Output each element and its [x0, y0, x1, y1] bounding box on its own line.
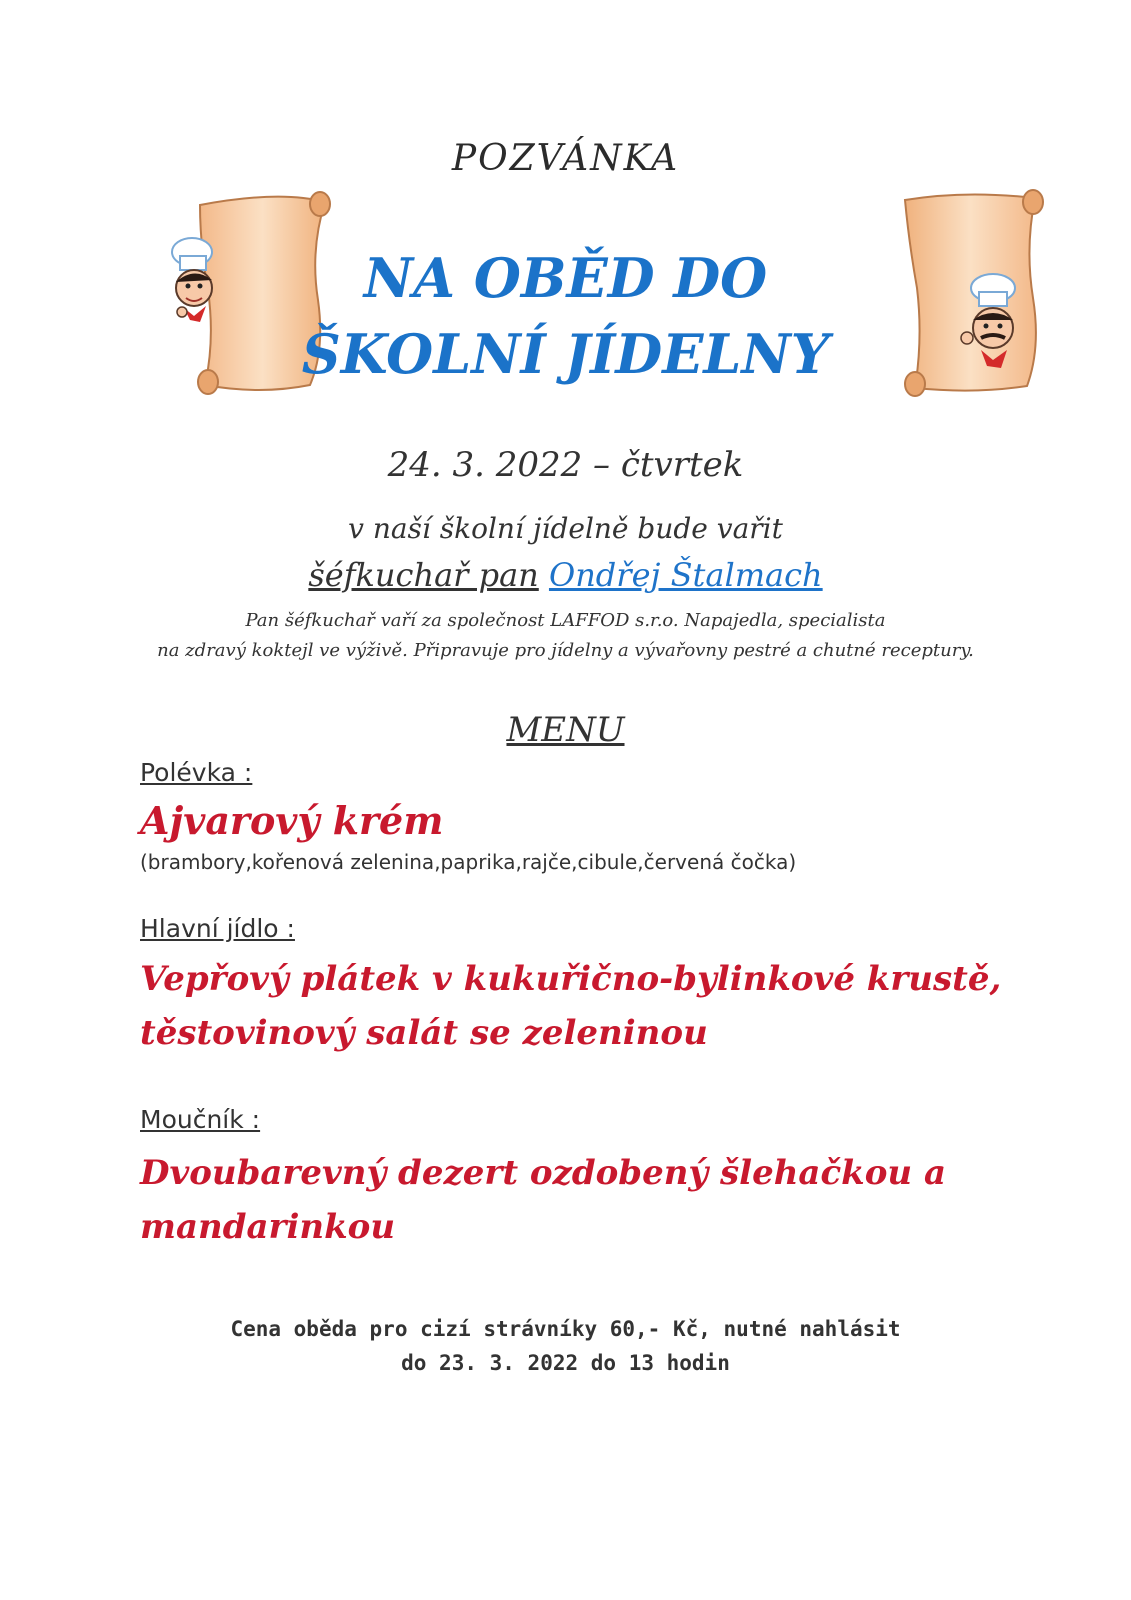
dessert-line-2: mandarinkou — [140, 1207, 396, 1247]
main-course-line-1: Vepřový plátek v kukuřično-bylinkové krustě, — [140, 959, 1002, 999]
price-line-2: do 23. 3. 2022 do 13 hodin — [401, 1351, 730, 1375]
chef-name: Ondřej Štalmach — [548, 556, 823, 594]
price-line-1: Cena oběda pro cizí strávníky 60,- Kč, nutné nahlásit — [230, 1317, 901, 1341]
main-course-name — [140, 952, 1040, 1060]
invitation-heading: POZVÁNKA — [451, 138, 680, 179]
headline-line-2: ŠKOLNÍ JÍDELNY — [301, 322, 830, 386]
main-course-line-2: těstovinový salát se zeleninou — [140, 1013, 708, 1053]
cook-intro: v naší školní jídelně bude vařit — [348, 512, 783, 545]
chef-label: šéfkuchař pan — [308, 556, 539, 594]
chef-line — [0, 556, 1131, 594]
dessert-label: Moučník : — [140, 1105, 261, 1134]
soup-ingredients: (brambory,kořenová zelenina,paprika,rajče,cibule,červená čočka) — [140, 850, 797, 874]
main-course-label: Hlavní jídlo : — [140, 914, 295, 943]
soup-name: Ajvarový krém — [140, 798, 444, 843]
headline-line-1: NA OBĚD DO — [363, 246, 768, 310]
menu-title: MENU — [506, 710, 625, 750]
chef-description — [0, 606, 1131, 666]
price-note — [0, 1312, 1131, 1380]
event-date: 24. 3. 2022 – čtvrtek — [387, 445, 744, 485]
dessert-name — [140, 1146, 1040, 1254]
soup-label: Polévka : — [140, 758, 253, 787]
chef-description-line-1: Pan šéfkuchař vaří za společnost LAFFOD s.r.o. Napajedla, specialista — [245, 610, 886, 631]
main-headline — [0, 240, 1131, 392]
dessert-line-1: Dvoubarevný dezert ozdobený šlehačkou a — [140, 1153, 946, 1193]
chef-description-line-2: na zdravý koktejl ve výživě. Připravuje pro jídelny a vývařovny pestré a chutné receptury. — [157, 640, 974, 661]
